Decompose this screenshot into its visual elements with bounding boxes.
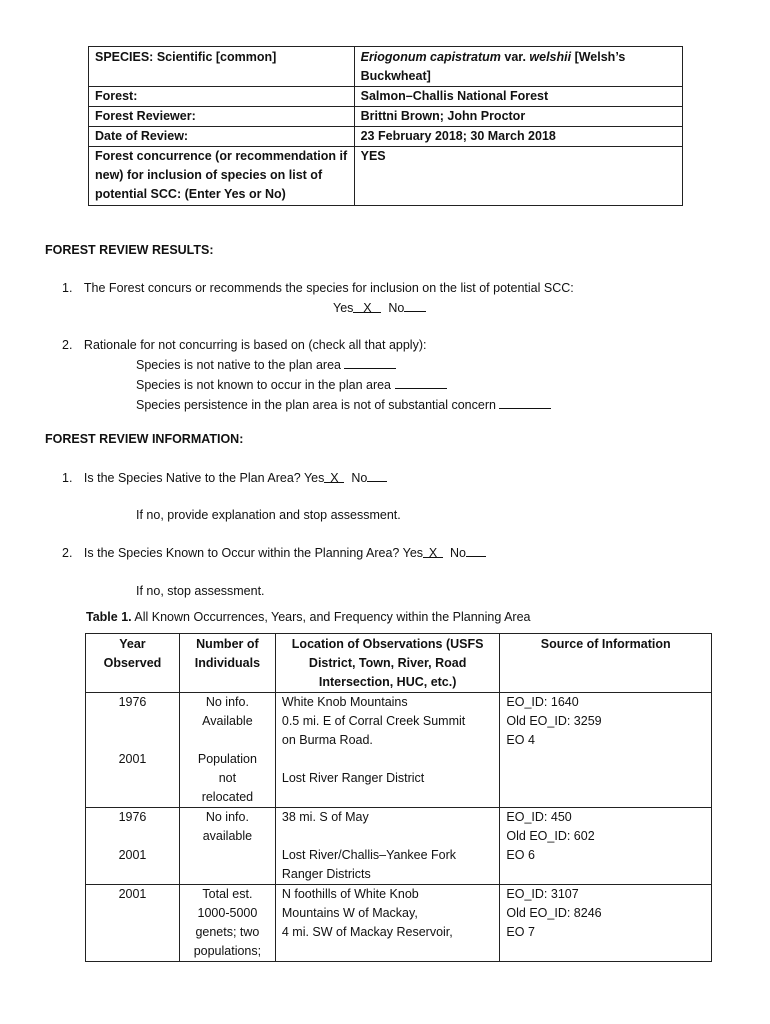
row1-location-line: on Burma Road. <box>281 733 373 747</box>
row1-location-line: 0.5 mi. E of Corral Creek Summit <box>281 714 466 728</box>
row2-source-line: EO 6 <box>506 848 535 862</box>
table-row <box>86 808 712 885</box>
table1-caption <box>86 608 530 627</box>
rationale-option-persistence-text: Species persistence in the plan area is not of substantial concern <box>136 398 496 412</box>
results-item-1-text: The Forest concurs or recommends the species for inclusion on the list of potential SCC: <box>83 281 574 295</box>
results-no-blank <box>404 298 426 312</box>
row1-individuals-line: Population <box>197 752 257 766</box>
table1-caption-text: All Known Occurrences, Years, and Frequency within the Planning Area <box>131 610 531 624</box>
info-q1-yes-mark: X <box>330 471 339 485</box>
row1-individuals-line: relocated <box>201 790 254 804</box>
species-header-table <box>88 46 683 206</box>
row2-individuals-line: No info. <box>205 810 249 824</box>
row3-location-line: N foothills of White Knob <box>281 887 419 901</box>
info-q1-number: 1. <box>62 471 73 485</box>
info-q1-note: If no, provide explanation and stop assessment. <box>136 508 401 522</box>
row2-location-line <box>282 827 494 846</box>
row2-year-line <box>92 827 173 846</box>
species-row <box>89 47 683 87</box>
concurrence-row <box>89 147 683 206</box>
results-heading: FOREST REVIEW RESULTS: <box>45 243 214 257</box>
reviewer-row <box>89 107 683 127</box>
row1-year-line: 2001 <box>118 752 147 766</box>
row1-individuals-line <box>186 731 269 750</box>
table-row <box>86 693 712 808</box>
review-date-label: Date of Review: <box>89 127 355 147</box>
row1-individuals <box>179 693 275 808</box>
results-item-2-number: 2. <box>62 338 73 352</box>
row2-location-line: Ranger Districts <box>281 867 371 881</box>
results-item-2 <box>62 336 426 355</box>
row2-year <box>86 808 180 885</box>
info-q2-no-label: No <box>449 546 466 560</box>
info-q1-text: Is the Species Native to the Plan Area? Yes <box>83 471 325 485</box>
header-source: Source of Information <box>500 634 712 693</box>
row2-source <box>500 808 712 885</box>
info-q2-number: 2. <box>62 546 73 560</box>
info-question-1 <box>62 468 387 488</box>
rationale-option-not-native <box>136 355 551 375</box>
header-number-of-individuals: Number of Individuals <box>179 634 275 693</box>
row2-year-line: 1976 <box>118 810 147 824</box>
header-location: Location of Observations (USFS District, Town, River, Road Intersection, HUC, etc.) <box>275 634 500 693</box>
review-date-row <box>89 127 683 147</box>
species-var: var. <box>500 50 530 64</box>
row1-year-line: 1976 <box>118 695 147 709</box>
row2-location-line: Lost River/Challis–Yankee Fork <box>281 848 457 862</box>
row3-individuals-line: 1000-5000 <box>197 906 258 920</box>
row2-year-line: 2001 <box>118 848 147 862</box>
reviewer-value: Brittni Brown; John Proctor <box>354 107 682 127</box>
info-q2-note: If no, stop assessment. <box>136 584 265 598</box>
rationale-option-not-known <box>136 375 551 395</box>
rationale-blank-not-known <box>395 375 447 389</box>
row3-individuals-line: genets; two <box>195 925 260 939</box>
row3-source-line: EO 7 <box>506 925 535 939</box>
row2-individuals <box>179 808 275 885</box>
table1-caption-label: Table 1. <box>86 610 132 624</box>
species-label: SPECIES: Scientific [common] <box>89 47 355 87</box>
row3-location-line: Mountains W of Mackay, <box>281 906 418 920</box>
row2-source-line: Old EO_ID: 602 <box>506 829 595 843</box>
results-item-1-number: 1. <box>62 281 73 295</box>
rationale-option-persistence <box>136 395 551 415</box>
row3-individuals-line: Total est. <box>202 887 253 901</box>
info-q1-yes-blank <box>324 469 344 483</box>
forest-row <box>89 87 683 107</box>
results-yes-blank <box>353 299 381 313</box>
rationale-option-not-native-text: Species is not native to the plan area <box>136 358 341 372</box>
row3-source-line: Old EO_ID: 8246 <box>506 906 602 920</box>
occurrences-header-row <box>86 634 712 693</box>
species-scientific-name: Eriogonum capistratum <box>360 50 501 64</box>
species-variety: welshii <box>529 50 572 64</box>
row1-year <box>86 693 180 808</box>
row1-year-line <box>92 731 173 750</box>
row3-source <box>500 885 712 962</box>
species-common-name: [Welsh’s Buckwheat] <box>360 50 626 83</box>
row2-location-line: 38 mi. S of May <box>281 810 369 824</box>
row1-source-line: EO 4 <box>506 733 535 747</box>
info-q1-no-label: No <box>351 471 368 485</box>
occurrences-table <box>85 633 712 962</box>
reviewer-label: Forest Reviewer: <box>89 107 355 127</box>
row3-source-line: EO_ID: 3107 <box>506 887 579 901</box>
review-date-value: 23 February 2018; 30 March 2018 <box>354 127 682 147</box>
info-q1-no-blank <box>367 468 387 482</box>
concurrence-label: Forest concurrence (or recommendation if new) for inclusion of species on list of potential SCC: (Enter Yes or No) <box>89 147 355 206</box>
forest-label: Forest: <box>89 87 355 107</box>
row3-location-line: 4 mi. SW of Mackay Reservoir, <box>281 925 453 939</box>
results-no-label: No <box>388 301 405 315</box>
row1-source-line: EO_ID: 1640 <box>506 695 579 709</box>
forest-value: Salmon–Challis National Forest <box>354 87 682 107</box>
header-year-observed: Year Observed <box>86 634 180 693</box>
info-question-2 <box>62 543 486 563</box>
table-row <box>86 885 712 962</box>
rationale-option-not-known-text: Species is not known to occur in the plan area <box>136 378 392 392</box>
row3-year <box>86 885 180 962</box>
species-value <box>354 47 682 87</box>
rationale-blank-not-native <box>344 355 396 369</box>
row1-source <box>500 693 712 808</box>
row1-location-line: White Knob Mountains <box>281 695 408 709</box>
row3-location <box>275 885 500 962</box>
info-q2-text: Is the Species Known to Occur within the Planning Area? Yes <box>83 546 424 560</box>
results-item-2-text: Rationale for not concurring is based on (check all that apply): <box>83 338 427 352</box>
concurrence-value: YES <box>354 147 682 206</box>
row1-location-line <box>282 750 494 769</box>
row1-individuals-line: Available <box>202 714 253 728</box>
rationale-blank-persistence <box>499 395 551 409</box>
info-q2-yes-mark: X <box>428 546 438 560</box>
results-item-1-answer <box>333 298 426 318</box>
row1-individuals-line: not <box>218 771 237 785</box>
rationale-options <box>136 355 551 415</box>
row2-source-line: EO_ID: 450 <box>506 810 572 824</box>
row1-year-line <box>92 712 173 731</box>
row3-individuals <box>179 885 275 962</box>
row3-year-line: 2001 <box>118 887 147 901</box>
info-q2-no-blank <box>466 543 486 557</box>
row2-individuals-line: available <box>202 829 253 843</box>
row2-location <box>275 808 500 885</box>
row1-location <box>275 693 500 808</box>
results-yes-label: Yes <box>333 301 354 315</box>
row1-location-line: Lost River Ranger District <box>281 771 425 785</box>
results-item-1 <box>62 279 574 298</box>
row1-source-line: Old EO_ID: 3259 <box>506 714 602 728</box>
row1-individuals-line: No info. <box>205 695 249 709</box>
row3-individuals-line: populations; <box>193 944 262 958</box>
results-yes-mark: X <box>363 301 372 315</box>
info-q2-yes-blank <box>423 544 443 558</box>
information-heading: FOREST REVIEW INFORMATION: <box>45 432 244 446</box>
